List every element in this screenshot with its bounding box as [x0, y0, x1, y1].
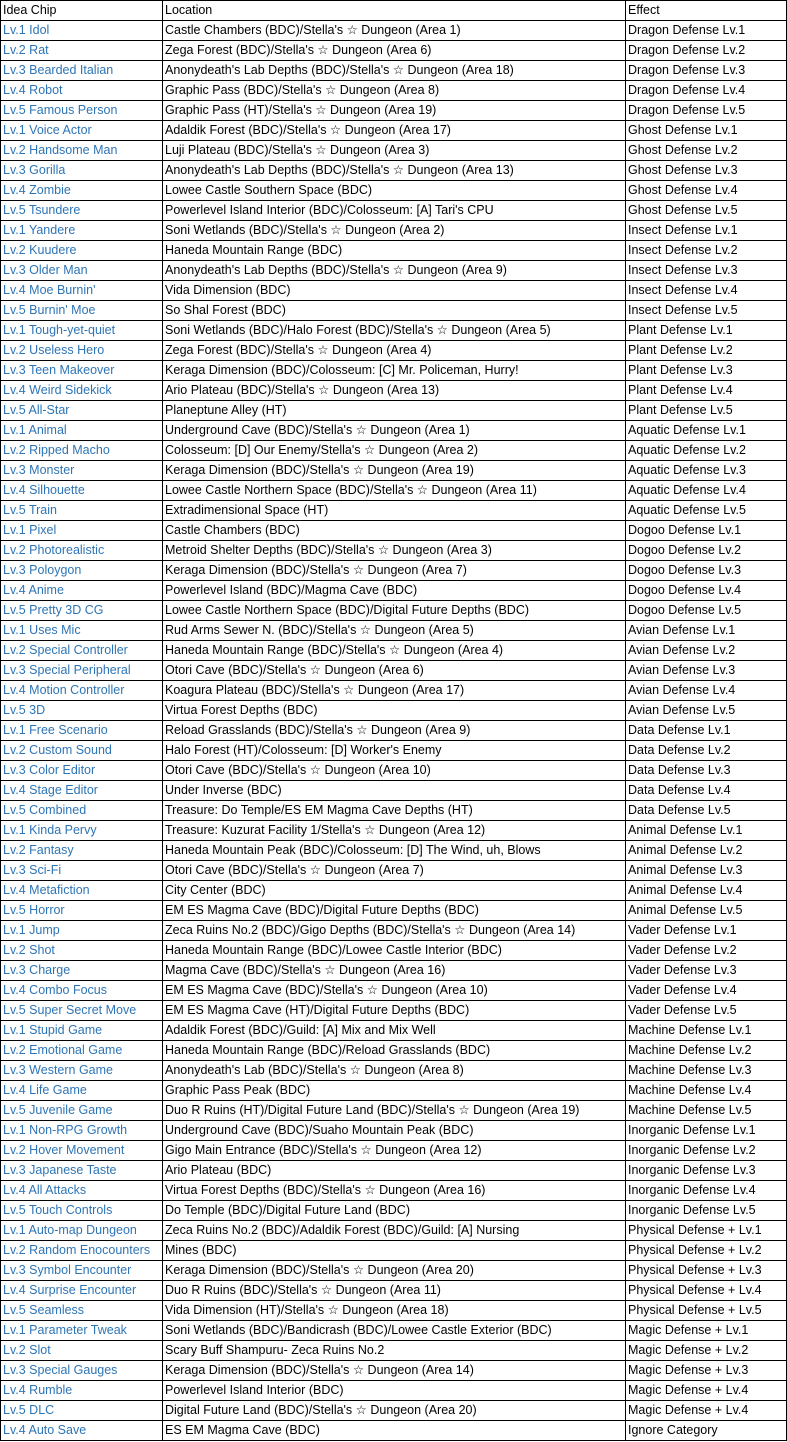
table-row	[1, 761, 787, 781]
effect-cell: Aquatic Defense Lv.1	[626, 421, 787, 441]
effect-cell: Insect Defense Lv.2	[626, 241, 787, 261]
idea-chip-link[interactable]: Lv.5 Tsundere	[1, 201, 163, 221]
effect-cell: Vader Defense Lv.2	[626, 941, 787, 961]
effect-cell: Inorganic Defense Lv.3	[626, 1161, 787, 1181]
idea-chip-link[interactable]: Lv.4 Moe Burnin'	[1, 281, 163, 301]
idea-chip-link[interactable]: Lv.1 Uses Mic	[1, 621, 163, 641]
table-row	[1, 201, 787, 221]
table-row	[1, 501, 787, 521]
effect-cell: Physical Defense + Lv.3	[626, 1261, 787, 1281]
location-cell: Vida Dimension (BDC)	[163, 281, 626, 301]
location-cell: ES EM Magma Cave (BDC)	[163, 1421, 626, 1441]
table-row	[1, 1241, 787, 1261]
idea-chip-link[interactable]: Lv.4 All Attacks	[1, 1181, 163, 1201]
table-row	[1, 721, 787, 741]
effect-cell: Dogoo Defense Lv.3	[626, 561, 787, 581]
effect-cell: Machine Defense Lv.1	[626, 1021, 787, 1041]
idea-chip-link[interactable]: Lv.1 Yandere	[1, 221, 163, 241]
effect-cell: Animal Defense Lv.4	[626, 881, 787, 901]
idea-chip-link[interactable]: Lv.2 Random Enocounters	[1, 1241, 163, 1261]
idea-chip-link[interactable]: Lv.3 Sci-Fi	[1, 861, 163, 881]
idea-chip-link[interactable]: Lv.4 Metafiction	[1, 881, 163, 901]
location-cell: Koagura Plateau (BDC)/Stella's ☆ Dungeon (Area 17)	[163, 681, 626, 701]
effect-cell: Plant Defense Lv.1	[626, 321, 787, 341]
table-row	[1, 701, 787, 721]
location-cell: Underground Cave (BDC)/Stella's ☆ Dungeon (Area 1)	[163, 421, 626, 441]
location-cell: Scary Buff Shampuru- Zeca Ruins No.2	[163, 1341, 626, 1361]
table-row	[1, 1101, 787, 1121]
table-row	[1, 1121, 787, 1141]
idea-chip-link[interactable]: Lv.2 Ripped Macho	[1, 441, 163, 461]
idea-chip-link[interactable]: Lv.4 Rumble	[1, 1381, 163, 1401]
table-row	[1, 241, 787, 261]
location-cell: Rud Arms Sewer N. (BDC)/Stella's ☆ Dungeon (Area 5)	[163, 621, 626, 641]
table-row	[1, 981, 787, 1001]
location-cell: Powerlevel Island Interior (BDC)/Colosseum: [A] Tari's CPU	[163, 201, 626, 221]
table-row	[1, 1221, 787, 1241]
location-cell: Anonydeath's Lab Depths (BDC)/Stella's ☆ Dungeon (Area 9)	[163, 261, 626, 281]
idea-chip-link[interactable]: Lv.3 Poloygon	[1, 561, 163, 581]
idea-chip-link[interactable]: Lv.1 Tough-yet-quiet	[1, 321, 163, 341]
table-row	[1, 1001, 787, 1021]
effect-cell: Ghost Defense Lv.1	[626, 121, 787, 141]
location-cell: Treasure: Do Temple/ES EM Magma Cave Depths (HT)	[163, 801, 626, 821]
location-cell: Gigo Main Entrance (BDC)/Stella's ☆ Dungeon (Area 12)	[163, 1141, 626, 1161]
table-row	[1, 481, 787, 501]
effect-cell: Dogoo Defense Lv.4	[626, 581, 787, 601]
idea-chip-link[interactable]: Lv.1 Kinda Pervy	[1, 821, 163, 841]
idea-chip-link[interactable]: Lv.2 Photorealistic	[1, 541, 163, 561]
idea-chip-link[interactable]: Lv.5 Super Secret Move	[1, 1001, 163, 1021]
table-row	[1, 681, 787, 701]
location-cell: Digital Future Land (BDC)/Stella's ☆ Dungeon (Area 20)	[163, 1401, 626, 1421]
idea-chip-link[interactable]: Lv.1 Parameter Tweak	[1, 1321, 163, 1341]
table-row	[1, 661, 787, 681]
effect-cell: Vader Defense Lv.4	[626, 981, 787, 1001]
table-row	[1, 901, 787, 921]
table-row	[1, 361, 787, 381]
location-cell: Keraga Dimension (BDC)/Stella's ☆ Dungeon (Area 19)	[163, 461, 626, 481]
effect-cell: Animal Defense Lv.5	[626, 901, 787, 921]
effect-cell: Animal Defense Lv.2	[626, 841, 787, 861]
effect-cell: Aquatic Defense Lv.4	[626, 481, 787, 501]
table-body	[1, 21, 787, 1441]
idea-chip-link[interactable]: Lv.1 Animal	[1, 421, 163, 441]
location-cell: Powerlevel Island (BDC)/Magma Cave (BDC)	[163, 581, 626, 601]
effect-cell: Magic Defense + Lv.3	[626, 1361, 787, 1381]
effect-cell: Magic Defense + Lv.4	[626, 1381, 787, 1401]
table-row	[1, 81, 787, 101]
idea-chip-link[interactable]: Lv.1 Idol	[1, 21, 163, 41]
table-row	[1, 141, 787, 161]
effect-cell: Data Defense Lv.2	[626, 741, 787, 761]
table-row	[1, 261, 787, 281]
table-row	[1, 301, 787, 321]
idea-chip-link[interactable]: Lv.5 DLC	[1, 1401, 163, 1421]
idea-chip-link[interactable]: Lv.5 Juvenile Game	[1, 1101, 163, 1121]
effect-cell: Inorganic Defense Lv.1	[626, 1121, 787, 1141]
location-cell: Anonydeath's Lab (BDC)/Stella's ☆ Dungeon (Area 8)	[163, 1061, 626, 1081]
effect-cell: Aquatic Defense Lv.3	[626, 461, 787, 481]
location-cell: Adaldik Forest (BDC)/Guild: [A] Mix and Mix Well	[163, 1021, 626, 1041]
effect-cell: Plant Defense Lv.5	[626, 401, 787, 421]
table-row	[1, 1321, 787, 1341]
location-cell: Vida Dimension (HT)/Stella's ☆ Dungeon (Area 18)	[163, 1301, 626, 1321]
idea-chip-link[interactable]: Lv.5 Burnin' Moe	[1, 301, 163, 321]
idea-chip-link[interactable]: Lv.1 Auto-map Dungeon	[1, 1221, 163, 1241]
location-cell: Soni Wetlands (BDC)/Stella's ☆ Dungeon (Area 2)	[163, 221, 626, 241]
location-cell: Lowee Castle Northern Space (BDC)/Digital Future Depths (BDC)	[163, 601, 626, 621]
effect-cell: Insect Defense Lv.1	[626, 221, 787, 241]
location-cell: Haneda Mountain Range (BDC)/Stella's ☆ Dungeon (Area 4)	[163, 641, 626, 661]
idea-chip-link[interactable]: Lv.2 Handsome Man	[1, 141, 163, 161]
table-row	[1, 1281, 787, 1301]
idea-chip-link[interactable]: Lv.4 Weird Sidekick	[1, 381, 163, 401]
table-row	[1, 921, 787, 941]
idea-chip-link[interactable]: Lv.1 Voice Actor	[1, 121, 163, 141]
location-cell: Under Inverse (BDC)	[163, 781, 626, 801]
table-row	[1, 781, 787, 801]
effect-cell: Inorganic Defense Lv.5	[626, 1201, 787, 1221]
idea-chip-link[interactable]: Lv.1 Stupid Game	[1, 1021, 163, 1041]
location-cell: Graphic Pass (HT)/Stella's ☆ Dungeon (Area 19)	[163, 101, 626, 121]
idea-chip-link[interactable]: Lv.3 Symbol Encounter	[1, 1261, 163, 1281]
table-row	[1, 581, 787, 601]
idea-chip-link[interactable]: Lv.4 Stage Editor	[1, 781, 163, 801]
location-cell: Planeptune Alley (HT)	[163, 401, 626, 421]
table-row	[1, 801, 787, 821]
effect-cell: Machine Defense Lv.2	[626, 1041, 787, 1061]
effect-cell: Vader Defense Lv.1	[626, 921, 787, 941]
table-row	[1, 321, 787, 341]
idea-chip-link[interactable]: Lv.5 All-Star	[1, 401, 163, 421]
idea-chip-link[interactable]: Lv.2 Special Controller	[1, 641, 163, 661]
location-cell: Soni Wetlands (BDC)/Halo Forest (BDC)/Stella's ☆ Dungeon (Area 5)	[163, 321, 626, 341]
location-cell: Underground Cave (BDC)/Suaho Mountain Peak (BDC)	[163, 1121, 626, 1141]
table-row	[1, 1401, 787, 1421]
table-row	[1, 1061, 787, 1081]
idea-chip-link[interactable]: Lv.3 Teen Makeover	[1, 361, 163, 381]
table-row	[1, 821, 787, 841]
table-row	[1, 1081, 787, 1101]
idea-chip-link[interactable]: Lv.3 Japanese Taste	[1, 1161, 163, 1181]
location-cell: Haneda Mountain Range (BDC)/Reload Grasslands (BDC)	[163, 1041, 626, 1061]
location-cell: EM ES Magma Cave (HT)/Digital Future Depths (BDC)	[163, 1001, 626, 1021]
idea-chip-link[interactable]: Lv.5 Famous Person	[1, 101, 163, 121]
location-cell: Metroid Shelter Depths (BDC)/Stella's ☆ Dungeon (Area 3)	[163, 541, 626, 561]
table-row	[1, 561, 787, 581]
location-cell: Zeca Ruins No.2 (BDC)/Adaldik Forest (BDC)/Guild: [A] Nursing	[163, 1221, 626, 1241]
effect-cell: Dragon Defense Lv.3	[626, 61, 787, 81]
effect-cell: Animal Defense Lv.3	[626, 861, 787, 881]
idea-chip-link[interactable]: Lv.2 Custom Sound	[1, 741, 163, 761]
location-cell: Zega Forest (BDC)/Stella's ☆ Dungeon (Area 6)	[163, 41, 626, 61]
location-cell: Keraga Dimension (BDC)/Stella's ☆ Dungeon (Area 7)	[163, 561, 626, 581]
table-row	[1, 941, 787, 961]
idea-chip-link[interactable]: Lv.4 Surprise Encounter	[1, 1281, 163, 1301]
idea-chip-link[interactable]: Lv.5 Horror	[1, 901, 163, 921]
idea-chip-link[interactable]: Lv.5 3D	[1, 701, 163, 721]
idea-chip-link[interactable]: Lv.5 Pretty 3D CG	[1, 601, 163, 621]
table-row	[1, 1181, 787, 1201]
effect-cell: Plant Defense Lv.4	[626, 381, 787, 401]
table-row	[1, 621, 787, 641]
effect-cell: Inorganic Defense Lv.2	[626, 1141, 787, 1161]
idea-chip-link[interactable]: Lv.4 Robot	[1, 81, 163, 101]
effect-cell: Avian Defense Lv.3	[626, 661, 787, 681]
effect-cell: Machine Defense Lv.3	[626, 1061, 787, 1081]
table-row	[1, 841, 787, 861]
idea-chip-link[interactable]: Lv.4 Motion Controller	[1, 681, 163, 701]
location-cell: Anonydeath's Lab Depths (BDC)/Stella's ☆ Dungeon (Area 13)	[163, 161, 626, 181]
effect-cell: Magic Defense + Lv.4	[626, 1401, 787, 1421]
table-row	[1, 541, 787, 561]
idea-chip-link[interactable]: Lv.2 Rat	[1, 41, 163, 61]
location-cell: Treasure: Kuzurat Facility 1/Stella's ☆ Dungeon (Area 12)	[163, 821, 626, 841]
location-cell: Duo R Ruins (BDC)/Stella's ☆ Dungeon (Area 11)	[163, 1281, 626, 1301]
effect-cell: Vader Defense Lv.5	[626, 1001, 787, 1021]
header-location: Location	[163, 1, 626, 21]
idea-chip-link[interactable]: Lv.2 Emotional Game	[1, 1041, 163, 1061]
effect-cell: Insect Defense Lv.5	[626, 301, 787, 321]
table-row	[1, 1381, 787, 1401]
location-cell: Otori Cave (BDC)/Stella's ☆ Dungeon (Area 6)	[163, 661, 626, 681]
effect-cell: Dragon Defense Lv.5	[626, 101, 787, 121]
location-cell: Keraga Dimension (BDC)/Colosseum: [C] Mr. Policeman, Hurry!	[163, 361, 626, 381]
idea-chip-link[interactable]: Lv.5 Combined	[1, 801, 163, 821]
header-idea-chip: Idea Chip	[1, 1, 163, 21]
effect-cell: Dragon Defense Lv.2	[626, 41, 787, 61]
effect-cell: Aquatic Defense Lv.5	[626, 501, 787, 521]
effect-cell: Plant Defense Lv.2	[626, 341, 787, 361]
idea-chip-link[interactable]: Lv.3 Charge	[1, 961, 163, 981]
idea-chip-link[interactable]: Lv.2 Useless Hero	[1, 341, 163, 361]
location-cell: Extradimensional Space (HT)	[163, 501, 626, 521]
table-row	[1, 121, 787, 141]
location-cell: Virtua Forest Depths (BDC)	[163, 701, 626, 721]
effect-cell: Ghost Defense Lv.3	[626, 161, 787, 181]
location-cell: Zega Forest (BDC)/Stella's ☆ Dungeon (Area 4)	[163, 341, 626, 361]
table-row	[1, 341, 787, 361]
idea-chip-link[interactable]: Lv.3 Western Game	[1, 1061, 163, 1081]
idea-chip-link[interactable]: Lv.2 Hover Movement	[1, 1141, 163, 1161]
location-cell: Otori Cave (BDC)/Stella's ☆ Dungeon (Area 7)	[163, 861, 626, 881]
location-cell: Keraga Dimension (BDC)/Stella's ☆ Dungeon (Area 14)	[163, 1361, 626, 1381]
table-row	[1, 181, 787, 201]
table-row	[1, 1361, 787, 1381]
table-row	[1, 641, 787, 661]
location-cell: Ario Plateau (BDC)	[163, 1161, 626, 1181]
table-row	[1, 741, 787, 761]
location-cell: Soni Wetlands (BDC)/Bandicrash (BDC)/Lowee Castle Exterior (BDC)	[163, 1321, 626, 1341]
table-row	[1, 61, 787, 81]
location-cell: Haneda Mountain Peak (BDC)/Colosseum: [D] The Wind, uh, Blows	[163, 841, 626, 861]
location-cell: Lowee Castle Northern Space (BDC)/Stella's ☆ Dungeon (Area 11)	[163, 481, 626, 501]
idea-chip-link[interactable]: Lv.5 Touch Controls	[1, 1201, 163, 1221]
effect-cell: Insect Defense Lv.3	[626, 261, 787, 281]
table-row	[1, 441, 787, 461]
idea-chip-link[interactable]: Lv.5 Train	[1, 501, 163, 521]
location-cell: So Shal Forest (BDC)	[163, 301, 626, 321]
table-row	[1, 21, 787, 41]
table-row	[1, 101, 787, 121]
table-row	[1, 1141, 787, 1161]
effect-cell: Avian Defense Lv.5	[626, 701, 787, 721]
idea-chip-link[interactable]: Lv.2 Shot	[1, 941, 163, 961]
location-cell: Luji Plateau (BDC)/Stella's ☆ Dungeon (Area 3)	[163, 141, 626, 161]
table-row	[1, 161, 787, 181]
table-row	[1, 861, 787, 881]
effect-cell: Data Defense Lv.5	[626, 801, 787, 821]
location-cell: Haneda Mountain Range (BDC)/Lowee Castle Interior (BDC)	[163, 941, 626, 961]
table-row	[1, 521, 787, 541]
effect-cell: Dragon Defense Lv.1	[626, 21, 787, 41]
effect-cell: Dogoo Defense Lv.1	[626, 521, 787, 541]
idea-chip-link[interactable]: Lv.3 Color Editor	[1, 761, 163, 781]
table-row	[1, 1041, 787, 1061]
idea-chip-link[interactable]: Lv.1 Jump	[1, 921, 163, 941]
effect-cell: Animal Defense Lv.1	[626, 821, 787, 841]
location-cell: Lowee Castle Southern Space (BDC)	[163, 181, 626, 201]
idea-chip-link[interactable]: Lv.1 Pixel	[1, 521, 163, 541]
effect-cell: Machine Defense Lv.4	[626, 1081, 787, 1101]
location-cell: Duo R Ruins (HT)/Digital Future Land (BDC)/Stella's ☆ Dungeon (Area 19)	[163, 1101, 626, 1121]
effect-cell: Plant Defense Lv.3	[626, 361, 787, 381]
idea-chip-link[interactable]: Lv.5 Seamless	[1, 1301, 163, 1321]
effect-cell: Data Defense Lv.4	[626, 781, 787, 801]
location-cell: Castle Chambers (BDC)/Stella's ☆ Dungeon (Area 1)	[163, 21, 626, 41]
location-cell: Otori Cave (BDC)/Stella's ☆ Dungeon (Area 10)	[163, 761, 626, 781]
table-row	[1, 1421, 787, 1441]
table-row	[1, 461, 787, 481]
table-row	[1, 1021, 787, 1041]
effect-cell: Avian Defense Lv.4	[626, 681, 787, 701]
table-row	[1, 881, 787, 901]
table-row	[1, 1301, 787, 1321]
idea-chip-link[interactable]: Lv.3 Older Man	[1, 261, 163, 281]
location-cell: Keraga Dimension (BDC)/Stella's ☆ Dungeon (Area 20)	[163, 1261, 626, 1281]
idea-chip-link[interactable]: Lv.2 Kuudere	[1, 241, 163, 261]
effect-cell: Magic Defense + Lv.1	[626, 1321, 787, 1341]
idea-chip-link[interactable]: Lv.3 Monster	[1, 461, 163, 481]
effect-cell: Dogoo Defense Lv.2	[626, 541, 787, 561]
idea-chip-link[interactable]: Lv.4 Auto Save	[1, 1421, 163, 1441]
effect-cell: Vader Defense Lv.3	[626, 961, 787, 981]
idea-chip-link[interactable]: Lv.3 Bearded Italian	[1, 61, 163, 81]
location-cell: EM ES Magma Cave (BDC)/Digital Future Depths (BDC)	[163, 901, 626, 921]
effect-cell: Magic Defense + Lv.2	[626, 1341, 787, 1361]
idea-chip-link[interactable]: Lv.4 Combo Focus	[1, 981, 163, 1001]
location-cell: Graphic Pass (BDC)/Stella's ☆ Dungeon (Area 8)	[163, 81, 626, 101]
table-row	[1, 1201, 787, 1221]
location-cell: Powerlevel Island Interior (BDC)	[163, 1381, 626, 1401]
idea-chip-link[interactable]: Lv.4 Life Game	[1, 1081, 163, 1101]
idea-chip-link[interactable]: Lv.4 Anime	[1, 581, 163, 601]
table-row	[1, 601, 787, 621]
location-cell: Castle Chambers (BDC)	[163, 521, 626, 541]
effect-cell: Dragon Defense Lv.4	[626, 81, 787, 101]
location-cell: Ario Plateau (BDC)/Stella's ☆ Dungeon (Area 13)	[163, 381, 626, 401]
table-row	[1, 281, 787, 301]
effect-cell: Dogoo Defense Lv.5	[626, 601, 787, 621]
location-cell: Graphic Pass Peak (BDC)	[163, 1081, 626, 1101]
location-cell: Colosseum: [D] Our Enemy/Stella's ☆ Dungeon (Area 2)	[163, 441, 626, 461]
idea-chip-link[interactable]: Lv.4 Silhouette	[1, 481, 163, 501]
effect-cell: Physical Defense + Lv.1	[626, 1221, 787, 1241]
table-row	[1, 401, 787, 421]
effect-cell: Physical Defense + Lv.5	[626, 1301, 787, 1321]
effect-cell: Inorganic Defense Lv.4	[626, 1181, 787, 1201]
location-cell: EM ES Magma Cave (BDC)/Stella's ☆ Dungeon (Area 10)	[163, 981, 626, 1001]
location-cell: Do Temple (BDC)/Digital Future Land (BDC)	[163, 1201, 626, 1221]
location-cell: Mines (BDC)	[163, 1241, 626, 1261]
effect-cell: Machine Defense Lv.5	[626, 1101, 787, 1121]
table-row	[1, 41, 787, 61]
effect-cell: Ghost Defense Lv.5	[626, 201, 787, 221]
location-cell: Halo Forest (HT)/Colosseum: [D] Worker's Enemy	[163, 741, 626, 761]
effect-cell: Ghost Defense Lv.2	[626, 141, 787, 161]
effect-cell: Avian Defense Lv.2	[626, 641, 787, 661]
effect-cell: Physical Defense + Lv.2	[626, 1241, 787, 1261]
location-cell: Reload Grasslands (BDC)/Stella's ☆ Dungeon (Area 9)	[163, 721, 626, 741]
table-row	[1, 421, 787, 441]
table-row	[1, 1341, 787, 1361]
table-row	[1, 1161, 787, 1181]
effect-cell: Aquatic Defense Lv.2	[626, 441, 787, 461]
location-cell: Adaldik Forest (BDC)/Stella's ☆ Dungeon (Area 17)	[163, 121, 626, 141]
table-row	[1, 221, 787, 241]
effect-cell: Ghost Defense Lv.4	[626, 181, 787, 201]
effect-cell: Physical Defense + Lv.4	[626, 1281, 787, 1301]
idea-chip-link[interactable]: Lv.1 Free Scenario	[1, 721, 163, 741]
location-cell: Virtua Forest Depths (BDC)/Stella's ☆ Dungeon (Area 16)	[163, 1181, 626, 1201]
effect-cell: Insect Defense Lv.4	[626, 281, 787, 301]
idea-chip-link[interactable]: Lv.1 Non-RPG Growth	[1, 1121, 163, 1141]
table-row	[1, 381, 787, 401]
effect-cell: Data Defense Lv.1	[626, 721, 787, 741]
idea-chip-link[interactable]: Lv.3 Special Peripheral	[1, 661, 163, 681]
location-cell: City Center (BDC)	[163, 881, 626, 901]
location-cell: Haneda Mountain Range (BDC)	[163, 241, 626, 261]
location-cell: Anonydeath's Lab Depths (BDC)/Stella's ☆ Dungeon (Area 18)	[163, 61, 626, 81]
idea-chip-link[interactable]: Lv.3 Gorilla	[1, 161, 163, 181]
effect-cell: Avian Defense Lv.1	[626, 621, 787, 641]
effect-cell: Data Defense Lv.3	[626, 761, 787, 781]
table-row	[1, 961, 787, 981]
idea-chip-link[interactable]: Lv.2 Fantasy	[1, 841, 163, 861]
header-effect: Effect	[626, 1, 787, 21]
table-row	[1, 1261, 787, 1281]
idea-chip-link[interactable]: Lv.2 Slot	[1, 1341, 163, 1361]
effect-cell: Ignore Category	[626, 1421, 787, 1441]
location-cell: Magma Cave (BDC)/Stella's ☆ Dungeon (Area 16)	[163, 961, 626, 981]
idea-chip-link[interactable]: Lv.4 Zombie	[1, 181, 163, 201]
header-row	[1, 1, 787, 21]
location-cell: Zeca Ruins No.2 (BDC)/Gigo Depths (BDC)/Stella's ☆ Dungeon (Area 14)	[163, 921, 626, 941]
idea-chip-link[interactable]: Lv.3 Special Gauges	[1, 1361, 163, 1381]
